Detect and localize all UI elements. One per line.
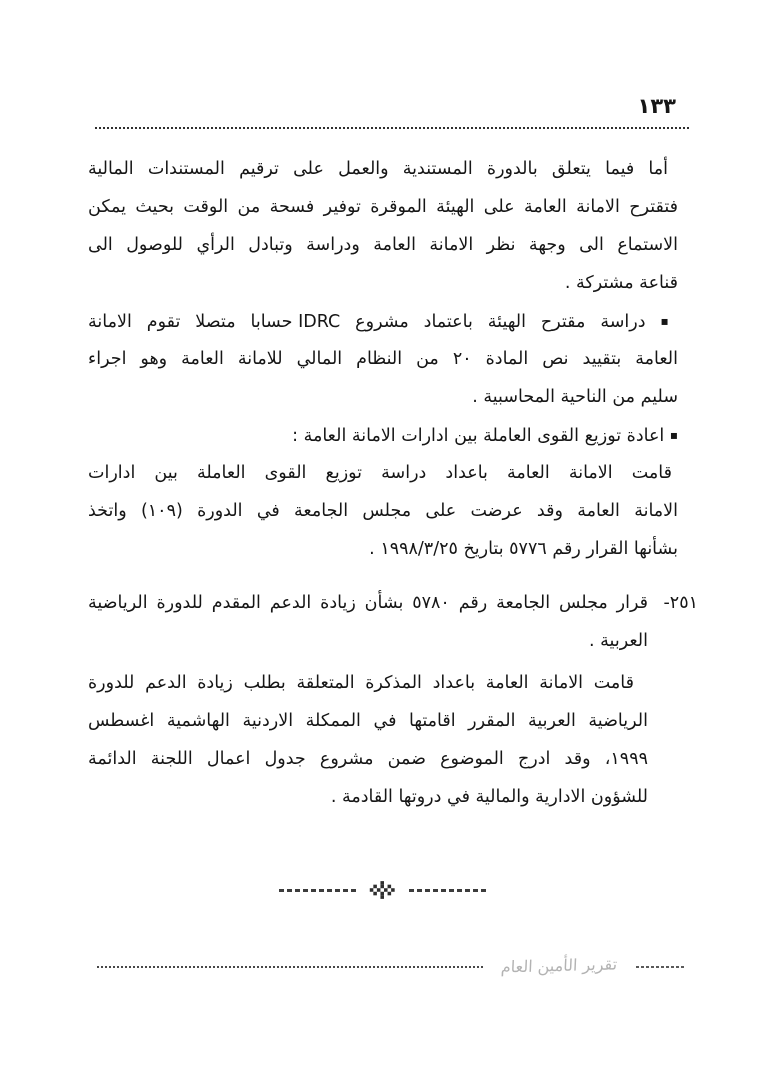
memo-line-2: الرياضية العربية المقرر اقامتها في الممكلة الاردنية الهاشمية اغسطس [88,711,648,731]
study-line-1: قامت الامانة العامة باعداد دراسة توزيع القوى العاملة بين ادارات [88,463,672,483]
footer-stamp-text: تقرير الأمين العام [500,954,618,977]
item-251-line-2: العربية . [589,631,648,651]
footer-rule [97,966,485,968]
bullet-item-1-line-2: العامة بتقييد نص المادة ٢٠ من النظام المالي للامانة العامة وهو اجراء [88,349,678,369]
study-line-3: بشأنها القرار رقم ٥٧٧٦ بتاريخ ١٩٩٨/٣/٢٥ . [369,539,678,559]
bullet-item-2-text: اعادة توزيع القوى العاملة بين ادارات الامانة العامة : [292,426,665,446]
memo-line-3: ١٩٩٩، وقد ادرج الموضوع ضمن مشروع جدول اعمال اللجنة الدائمة [88,749,648,769]
bullet-square-icon: ▪ [669,428,678,442]
memo-paragraph [88,664,648,816]
intro-line-3: الاستماع الى وجهة نظر الامانة العامة ودراسة وتبادل الرأي للوصول الى [88,235,678,255]
memo-line-1: قامت الامانة العامة باعداد المذكرة المتعلقة بطلب زيادة الدعم للدورة [88,673,634,693]
intro-line-2: فتقترح الامانة العامة على الهيئة الموقرة توفير فسحة من الوقت بحيث يمكن [88,197,678,217]
study-line-2: الامانة العامة وقد عرضت على مجلس الجامعة في الدورة (١٠٩) واتخذ [88,501,678,521]
numbered-item-251 [88,584,698,660]
page-number: ١٣٣ [637,94,676,118]
bullet-square-icon: ▪ [660,314,678,328]
page-body [88,150,698,816]
item-251-number: ٢٥١- [663,593,698,613]
intro-line-1: أما فيما يتعلق بالدورة المستندية والعمل على ترقيم المستندات المالية [88,159,668,179]
bullet-item-1-line-1 [88,302,678,340]
memo-line-4: للشؤون الادارية والمالية في دروتها القادمة . [330,787,648,807]
checkered-diamond-icon [368,880,400,900]
footer-dash-segment [636,966,686,968]
bullet-item-1-line-3: سليم من الناحية المحاسبية . [472,387,678,407]
header-rule [95,127,689,129]
divider-dash-right [279,889,359,892]
item-251-line-1: قرار مجلس الجامعة رقم ٥٧٨٠ بشأن زيادة الدعم المقدم للدورة الرياضية [88,593,648,613]
section-end-divider [0,880,768,900]
intro-line-4: قناعة مشتركة . [564,273,678,293]
bullet-item-1-text: دراسة مقترح الهيئة باعتماد مشروع IDRC حسابا متصلا تقوم الامانة [88,312,646,332]
bullet-item-2-line-1 [88,416,678,454]
divider-dash-left [409,889,489,892]
